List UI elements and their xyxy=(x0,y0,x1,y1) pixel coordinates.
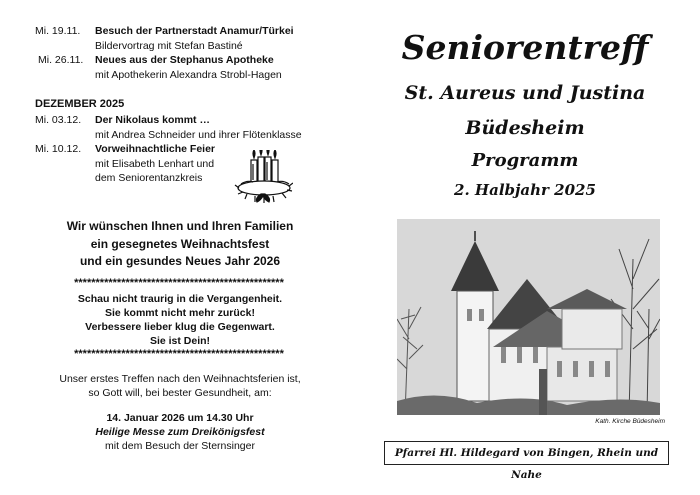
photo-caption: Kath. Kirche Büdesheim xyxy=(595,418,665,425)
event-title: Besuch der Partnerstadt Anamur/Türkei xyxy=(95,25,294,37)
quote-block xyxy=(20,292,340,348)
wish-line: und ein gesundes Neues Jahr 2026 xyxy=(79,254,281,268)
event-date: Mi. 03.12. xyxy=(35,114,82,126)
cover-program: Programm xyxy=(471,150,579,171)
event-title: Neues aus der Stephanus Apotheke xyxy=(95,54,274,66)
star-divider: ************************************************* xyxy=(74,277,284,289)
event-title: Vorweihnachtliche Feier xyxy=(95,143,216,155)
cover-period: 2. Halbjahr 2025 xyxy=(454,181,596,199)
meeting-line: so Gott will, bei bester Gesundheit, am: xyxy=(88,387,272,399)
event-detail: Bildervortrag mit Stefan Bastiné xyxy=(95,40,243,52)
meeting-date: 14. Januar 2026 um 14.30 Uhr xyxy=(106,412,254,424)
event-date: Mi. 10.12. xyxy=(35,143,82,155)
next-meeting xyxy=(20,372,340,453)
event-detail: mit Andrea Schneider und ihrer Flötenklasse xyxy=(95,129,302,141)
event-date: Mi. 26.11. xyxy=(38,54,84,66)
meeting-guests: mit dem Besuch der Sternsinger xyxy=(105,440,255,452)
quote-line: Schau nicht traurig in die Vergangenheit. xyxy=(77,293,283,305)
advent-wreath-icon xyxy=(233,150,293,206)
star-divider: ************************************************* xyxy=(74,348,284,360)
church-photo xyxy=(397,219,660,415)
meeting-mass: Heilige Messe zum Dreikönigsfest xyxy=(95,426,265,438)
month-heading: DEZEMBER 2025 xyxy=(35,98,125,110)
cover-place: Büdesheim xyxy=(465,117,585,139)
right-page xyxy=(350,0,700,495)
christmas-wishes xyxy=(20,218,340,271)
meeting-line: Unser erstes Treffen nach den Weihnachtsferien ist, xyxy=(59,373,301,385)
event-item xyxy=(35,24,345,54)
quote-line: Verbessere lieber klug die Gegenwart. xyxy=(85,321,275,333)
event-date: Mi. 19.11. xyxy=(35,25,81,37)
cover-title: Seniorentreff xyxy=(401,28,649,67)
wish-line: Wir wünschen Ihnen und Ihren Familien xyxy=(66,219,294,233)
quote-line: Sie kommt nicht mehr zurück! xyxy=(105,307,255,319)
parish-footer: Pfarrei Hl. Hildegard von Bingen, Rhein und Nahe xyxy=(384,441,669,465)
quote-line: Sie ist Dein! xyxy=(149,335,211,347)
event-title: Der Nikolaus kommt … xyxy=(95,114,210,126)
cover-church: St. Aureus und Justina xyxy=(404,82,646,104)
event-item xyxy=(35,113,345,143)
event-item xyxy=(38,53,348,83)
wish-line: ein gesegnetes Weihnachtsfest xyxy=(90,236,270,251)
event-item xyxy=(35,142,345,186)
event-detail: mit Elisabeth Lenhart und xyxy=(95,158,215,170)
event-detail: dem Seniorentanzkreis xyxy=(95,172,203,184)
event-detail: mit Apothekerin Alexandra Strobl-Hagen xyxy=(95,69,282,81)
